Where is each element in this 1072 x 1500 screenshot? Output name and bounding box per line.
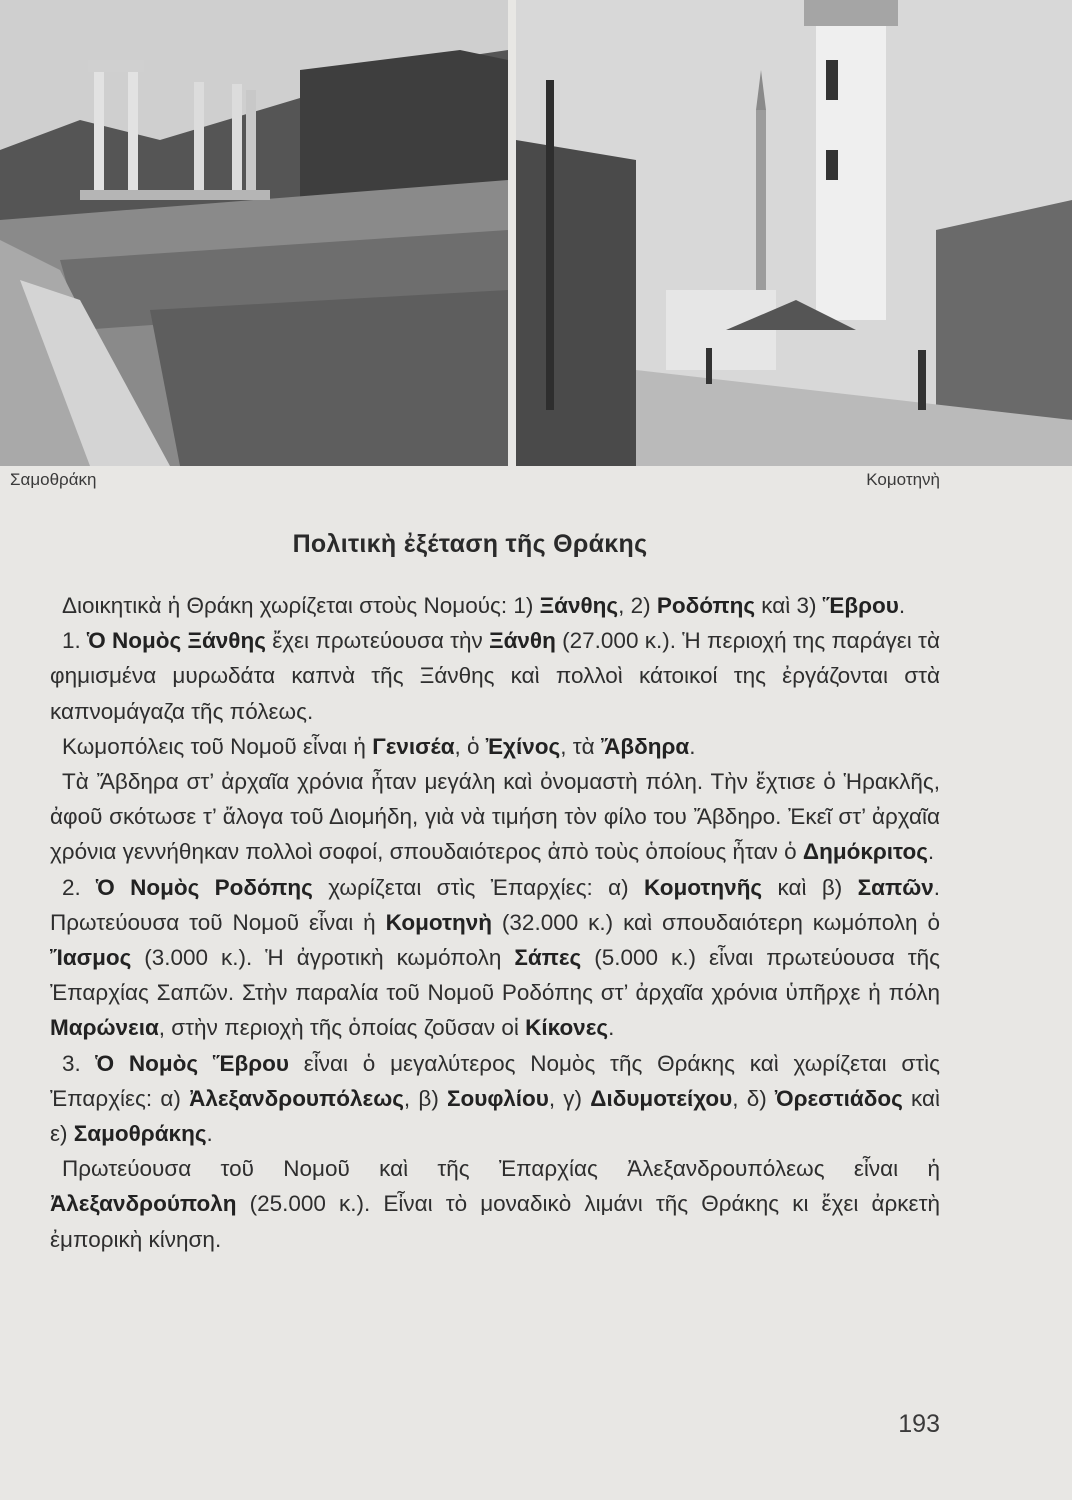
photo-komotini xyxy=(516,0,1072,466)
bold-term: Δημόκριτος xyxy=(802,839,928,865)
caption-samothrace: Σαμοθράκη xyxy=(10,470,97,489)
page-number: 193 xyxy=(898,1410,940,1438)
paragraph xyxy=(50,1151,940,1257)
bold-term: Ὁ Νομὸς Ξάνθης xyxy=(87,628,266,654)
bold-term: Ἴασμος xyxy=(50,945,132,971)
text-run: Τὰ Ἄβδηρα στ’ ἀρχαῖα χρόνια ἦταν μεγάλη καὶ ὀνομαστὴ πόλη. Τὴν ἔχτισε ὁ Ἡρακλῆς, ἀφοῦ σκότωσε τ’ ἄλογα τοῦ Διομήδη, γιὰ νὰ τιμήση τὸν φίλο του Ἄβδηρο. Ἐκεῖ στ’ ἀρχαῖα χρόνια γεννήθηκαν πολλοὶ σοφοί, σπουδαιότερος ἀπὸ τοὺς ὁποίους ἦταν ὁ xyxy=(50,769,940,865)
text-run: (32.000 κ.) καὶ σπουδαιότερη κωμόπολη ὁ xyxy=(492,909,940,935)
text-run: . xyxy=(689,733,696,759)
bold-term: Ξάνθη xyxy=(489,628,556,654)
bold-term: Κομοτηνὴ xyxy=(385,909,492,935)
bold-term: Ὁ Νομὸς Ροδόπης xyxy=(96,874,313,900)
text-run: 3. xyxy=(62,1050,96,1076)
text-run: , 2) xyxy=(618,593,657,618)
text-run: (25.000 κ.). Εἶναι τὸ μοναδικὸ λιμάνι τῆς Θράκης κι ἔχει ἀρκετὴ ἐμπορικὴ κίνηση. xyxy=(50,1191,940,1252)
text-run: Κωμοπόλεις τοῦ Νομοῦ εἶναι ἡ xyxy=(62,733,373,759)
text-run: (27.000 κ.). Ἡ περιοχή της παράγει τὰ φημισμένα μυρωδάτα καπνὰ τῆς Ξάνθης καὶ πολλοὶ κάτοικοί της ἐργάζονται στὰ καπνομάγαζα τῆς πόλεως. xyxy=(50,628,940,724)
bold-term: Σαπῶν xyxy=(857,874,934,900)
komotini-street-image xyxy=(516,0,1072,466)
bold-term: Σάπες xyxy=(514,945,582,971)
text-run: , ὁ xyxy=(454,733,486,759)
bold-term: Ἀλεξανδρούπολη xyxy=(50,1191,237,1217)
photo-samothrace xyxy=(0,0,508,466)
text-run: (5.000 κ.) εἶναι πρωτεύουσα τῆς Ἐπαρχίας Σαπῶν. Στὴν παραλία τοῦ Νομοῦ Ροδόπης στ’ ἀρχαῖα χρόνια ὑπῆρχε ἡ πόλη xyxy=(50,945,940,1006)
body-text xyxy=(50,588,940,1257)
bold-term: Ξάνθης xyxy=(539,593,619,618)
paragraph xyxy=(50,764,940,870)
samothrace-ruins-image xyxy=(0,0,508,466)
paragraph xyxy=(50,588,940,623)
text-run: καὶ 3) xyxy=(755,593,823,618)
text-run: . xyxy=(608,1015,615,1041)
text-run: , τὰ xyxy=(560,733,601,759)
text-run: , γ) xyxy=(548,1085,591,1111)
text-run: , δ) xyxy=(732,1085,775,1111)
bold-term: Σαμοθράκης xyxy=(73,1121,207,1147)
text-run: , β) xyxy=(403,1085,448,1111)
text-run: . xyxy=(206,1121,213,1147)
text-run: καὶ β) xyxy=(762,874,858,900)
text-run: 2. xyxy=(62,874,97,900)
bold-term: Ἐχίνος xyxy=(485,733,561,759)
section-title: Πολιτικὴ ἐξέταση τῆς Θράκης xyxy=(292,530,648,558)
bold-term: Μαρώνεια xyxy=(50,1015,159,1041)
bold-term: Κίκονες xyxy=(525,1015,609,1041)
text-run: Πρωτεύουσα τοῦ Νομοῦ καὶ τῆς Ἐπαρχίας Ἀλεξανδρουπόλεως εἶναι ἡ xyxy=(62,1156,940,1182)
bold-term: Ἀλεξανδρουπόλεως xyxy=(189,1085,404,1111)
bold-term: Ἄβδηρα xyxy=(600,733,690,759)
text-run: (3.000 κ.). Ἡ ἀγροτικὴ κωμόπολη xyxy=(131,945,515,971)
text-run: 1. xyxy=(62,628,88,654)
bold-term: Κομοτηνῆς xyxy=(644,874,763,900)
bold-term: Ὀρεστιάδος xyxy=(774,1085,903,1111)
bold-term: Ὁ Νομὸς Ἕβρου xyxy=(95,1050,289,1076)
text-run: καὶ ε) xyxy=(50,1085,940,1147)
paragraph xyxy=(50,623,940,729)
paragraph xyxy=(50,729,940,764)
text-run: ἔχει πρωτεύουσα τὴν xyxy=(265,628,490,654)
text-run: Διοικητικὰ ἡ Θράκη χωρίζεται στοὺς Νομούς: 1) xyxy=(62,593,540,618)
text-run: χωρίζεται στὶς Ἐπαρχίες: α) xyxy=(312,874,645,900)
bold-term: Διδυμοτείχου xyxy=(590,1085,733,1111)
bold-term: Γενισέα xyxy=(372,733,455,759)
bold-term: Σουφλίου xyxy=(447,1085,549,1111)
text-run: , στὴν περιοχὴ τῆς ὁποίας ζοῦσαν οἱ xyxy=(158,1015,526,1041)
paragraph xyxy=(50,1046,940,1152)
text-run: . xyxy=(927,839,935,865)
text-run: . xyxy=(898,593,906,618)
paragraph xyxy=(50,870,940,1046)
caption-komotini: Κομοτηνὴ xyxy=(866,470,940,489)
text-run: . Πρωτεύουσα τοῦ Νομοῦ εἶναι ἡ xyxy=(50,874,940,935)
bold-term: Ροδόπης xyxy=(656,593,756,618)
bold-term: Ἕβρου xyxy=(822,593,899,618)
text-run: εἶναι ὁ μεγαλύτερος Νομὸς τῆς Θράκης καὶ χωρίζεται στὶς Ἐπαρχίες: α) xyxy=(50,1050,940,1111)
